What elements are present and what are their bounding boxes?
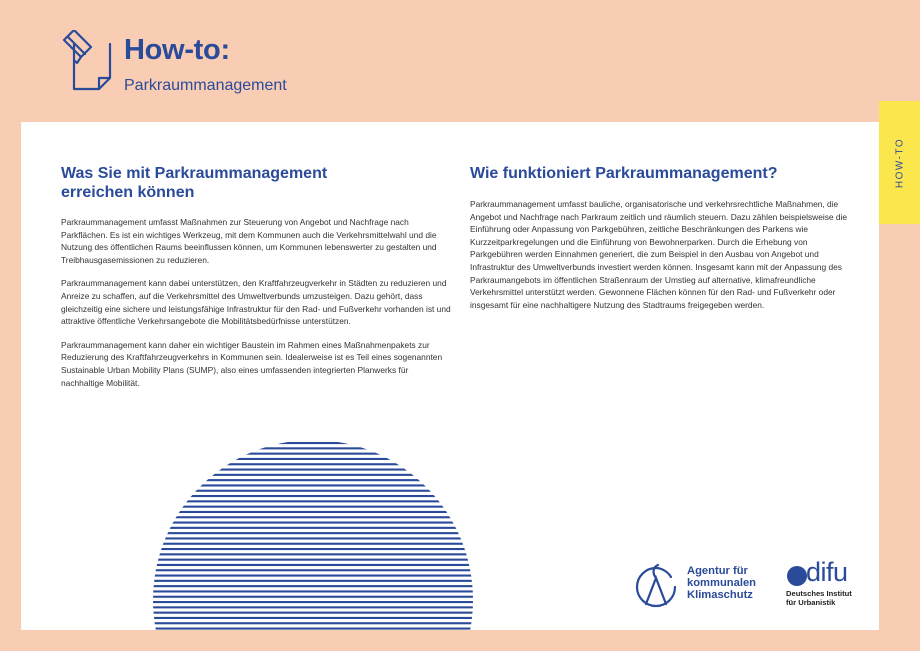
left-paragraph-2: Parkraummanagement kann dabei unterstützen, den Kraftfahrzeugverkehr in Städten zu reduzieren und Anreize zu schaffen, auf die Verkehrsmittel des Umweltverbunds umzusteigen. Dazu gehört, dass gleichzeitig eine sichere und leistungsfähige Infrastruktur für den Rad- und Fußverkehr vorhanden ist und attraktive öffentliche Verkehrsangebote die Mobilitätsbedürfnisse unterstützen.: [61, 278, 451, 327]
left-paragraph-3: Parkraummanagement kann daher ein wichtiger Baustein im Rahmen eines Maßnahmenpakets zur Reduzierung des Kraftfahrzeugverkehrs in Kommunen sein. Idealerweise ist es Teil eines sogenannten Sustainable Urban Mobility Plans (SUMP), also eines umfassenden integrierten Planwerks für nachhaltige Mobilität.: [61, 339, 443, 388]
left-heading-line1: Was Sie mit Parkraummanagement: [61, 165, 328, 182]
akk-line1: Agentur für: [687, 565, 748, 577]
circle-stripe: [153, 537, 473, 539]
circle-stripe: [153, 506, 473, 508]
left-paragraph-1: Parkraummanagement umfasst Maßnahmen zur Steuerung von Angebot und Nachfrage nach Parkflächen. Es ist ein wichtiges Werkzeug, mit dem Kommunen auch die Verkehrsmittelwahl und die Nutzung des öffentlichen Raums beeinflussen können, um Kommunen lebenswerter zu gestalten und Treibhausgasemissionen zu reduzieren.: [61, 217, 437, 265]
circle-stripe: [153, 447, 473, 449]
left-heading: [61, 164, 451, 202]
circle-stripe: [153, 479, 473, 481]
circle-stripe: [153, 580, 473, 582]
circle-stripe: [153, 490, 473, 492]
circle-stripe: [153, 495, 473, 497]
pencil-document-icon: [60, 30, 114, 92]
circle-stripe: [153, 500, 473, 502]
circle-stripe: [153, 585, 473, 587]
circle-stripe: [153, 532, 473, 534]
circle-stripe: [153, 453, 473, 455]
circle-stripe: [153, 474, 473, 476]
difu-logo: [786, 559, 876, 614]
side-tab-label: HOW-TO: [894, 137, 905, 188]
circle-stripe: [153, 548, 473, 550]
how-to-side-tab: [879, 101, 920, 224]
circle-stripe: [153, 442, 473, 444]
striped-circle-graphic: [153, 440, 473, 630]
circle-stripe: [153, 511, 473, 513]
circle-stripe: [153, 469, 473, 471]
right-column: [470, 164, 858, 322]
circle-stripe: [153, 543, 473, 545]
circle-stripe: [153, 458, 473, 460]
circle-stripe: [153, 516, 473, 518]
difu-line1: Deutsches Institut: [786, 589, 852, 598]
page-title: How-to:: [124, 34, 230, 66]
left-column: [61, 164, 451, 400]
circle-stripe: [153, 596, 473, 598]
page-subtitle: Parkraummanagement: [124, 77, 287, 94]
circle-stripe: [153, 522, 473, 524]
circle-stripe: [153, 484, 473, 486]
akk-logo: [632, 562, 782, 612]
circle-stripe: [153, 617, 473, 619]
circle-stripe: [153, 628, 473, 630]
content-panel: [21, 122, 879, 630]
circle-stripe: [153, 612, 473, 614]
left-heading-line2: erreichen können: [61, 184, 195, 201]
difu-wordmark: difu: [806, 557, 848, 587]
circle-stripe: [153, 564, 473, 566]
akk-line2: kommunalen: [687, 577, 757, 590]
right-paragraph-1: Parkraummanagement umfasst bauliche, organisatorische und verkehrsrechtliche Maßnahmen, die Angebot und Nachfrage nach Parkraum zeitlich und räumlich steuern. Dazu zählen beispielsweise die Einführung oder Anpassung von Parkgebühren, zeitliche Beschränkungen des Parkens wie Kurzzeitparkregelungen und die Einführung von Bewohnerparken. Durch die Erhebung von Parkgebühren werden Einnahmen generiert, die zum Beispiel in den Ausbau von Angebot und Infrastruktur des Umweltverbunds investiert werden können. Insgesamt kann mit der Anpassung des Parkraumangebots im öffentlichen Straßenraum der Umstieg auf alternative, klimafreundliche Verkehrsmittel unterstützt werden. Gewonnene Flächen können für den Rad- und Fußverkehr oder insgesamt für eine nachhaltigere Nutzung des Stadtraums freigegeben werden.: [470, 199, 848, 310]
circle-stripe: [153, 622, 473, 624]
difu-dot-icon: [786, 565, 808, 587]
circle-stripe: [153, 575, 473, 577]
circle-stripe: [153, 606, 473, 608]
akk-emblem-icon: [632, 562, 680, 610]
circle-stripe: [153, 463, 473, 465]
right-heading: Wie funktioniert Parkraummanagement?: [470, 165, 778, 182]
circle-stripe: [153, 559, 473, 561]
circle-stripe: [153, 590, 473, 592]
circle-stripe: [153, 569, 473, 571]
difu-line2: für Urbanistik: [786, 597, 836, 607]
circle-stripe: [153, 553, 473, 555]
akk-line3: Klimaschutz: [687, 589, 753, 602]
circle-stripe: [153, 527, 473, 529]
circle-stripe: [153, 601, 473, 603]
